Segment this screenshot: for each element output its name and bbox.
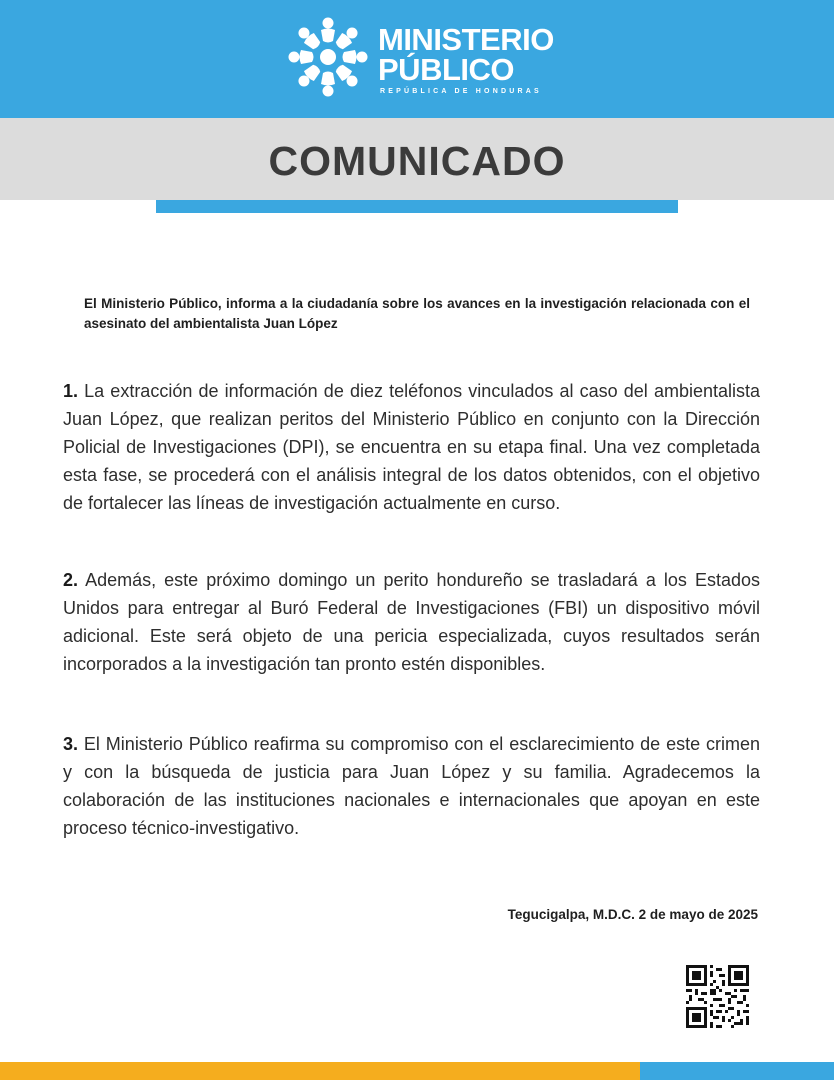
paragraph-text: El Ministerio Público reafirma su compromiso con el esclarecimiento de este crimen y con la búsqueda de justicia para Juan López y su familia. Agradecemos la colaboración de las instituciones nacionales e internacionales que apoyan en este proceso técnico-investigativo. (63, 734, 760, 838)
intro-paragraph: El Ministerio Público, informa a la ciudadanía sobre los avances en la investigación relacionada con el asesinato del ambientalista Juan López (84, 296, 750, 331)
ministerio-publico-logo-icon (288, 17, 368, 97)
paragraph-number: 1. (63, 381, 79, 401)
paragraph-1 (63, 377, 760, 517)
paragraph-2 (63, 566, 760, 678)
paragraph-text: La extracción de información de diez teléfonos vinculados al caso del ambientalista Juan López, que realizan peritos del Ministerio Público en conjunto con la Dirección Policial de Investigaciones (DPI), se encuentra en su etapa final. Una vez completada esta fase, se procederá con el análisis integral de los datos obtenidos, con el objetivo de fortalecer las líneas de investigación actualmente en curso. (63, 381, 760, 513)
footer-orange-bar (0, 1062, 640, 1080)
brand-subtitle: REPÚBLICA DE HONDURAS (380, 88, 542, 95)
qr-code-icon (686, 965, 749, 1028)
paragraph-number: 2. (63, 570, 79, 590)
title-underline-bar (156, 200, 678, 213)
page-title: COMUNICADO (268, 138, 566, 184)
brand-name-line2: PÚBLICO (378, 52, 514, 87)
footer-blue-bar (640, 1062, 834, 1080)
dateline: Tegucigalpa, M.D.C. 2 de mayo de 2025 (507, 907, 758, 922)
paragraph-number: 3. (63, 734, 79, 754)
brand-name-line1: MINISTERIO (378, 22, 554, 57)
paragraph-3 (63, 730, 760, 842)
paragraph-text: Además, este próximo domingo un perito hondureño se trasladará a los Estados Unidos para entregar al Buró Federal de Investigaciones (FBI) un dispositivo móvil adicional. Este será objeto de una pericia especializada, cuyos resultados serán incorporados a la investigación tan pronto estén disponibles. (63, 570, 760, 674)
